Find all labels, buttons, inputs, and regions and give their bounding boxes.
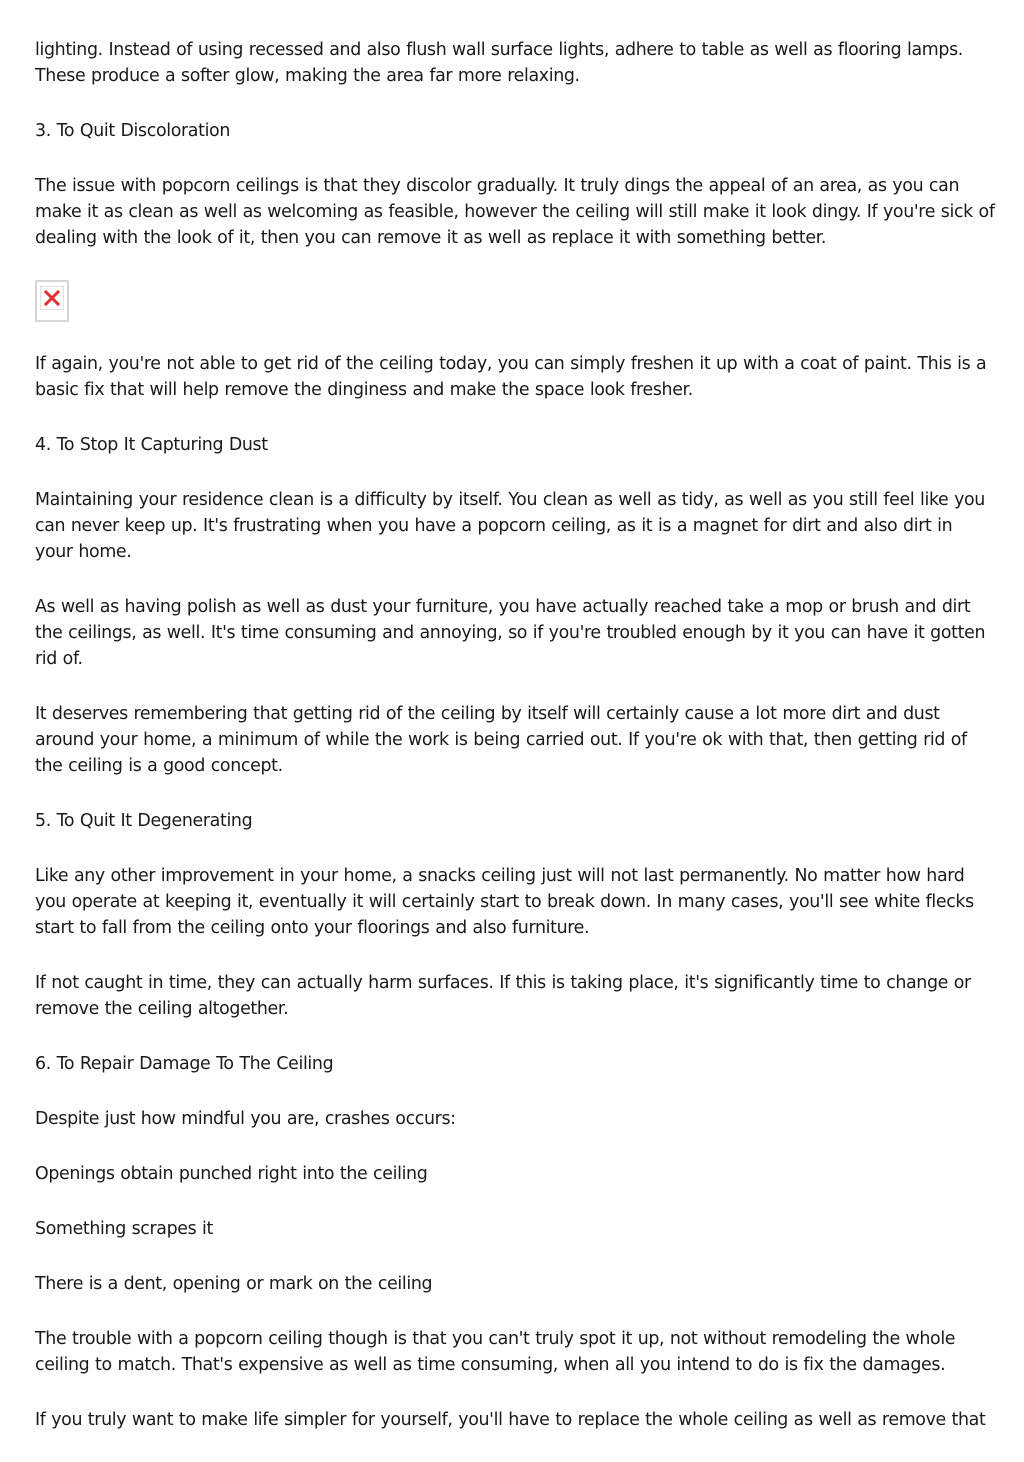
paragraph-paint: If again, you're not able to get rid of the ceiling today, you can simply freshen it up with a coat of paint. This is a basic fix that will help remove the dinginess and make the space look fresher. xyxy=(35,354,987,400)
article-body xyxy=(35,37,995,1462)
list-item: Something scrapes it xyxy=(35,1219,213,1239)
paragraph-polish-dust: As well as having polish as well as dust your furniture, you have actually reached take a mop or brush and dirt the ceilings, as well. It's time consuming and annoying, so if you're troubled enough by it you can have it gotten rid of. xyxy=(35,597,986,669)
heading-capturing-dust: 4. To Stop It Capturing Dust xyxy=(35,435,268,455)
paragraph-remembering: It deserves remembering that getting rid of the ceiling by itself will certainly cause a lot more dirt and dust around your home, a minimum of while the work is being carried out. If you're ok with that, then getting rid of the ceiling is a good concept. xyxy=(35,704,967,776)
paragraph-residence-clean: Maintaining your residence clean is a difficulty by itself. You clean as well as tidy, as well as you still feel like you can never keep up. It's frustrating when you have a popcorn ceiling, as it is a magnet for dirt and also dirt in your home. xyxy=(35,490,985,562)
paragraph-improvement: Like any other improvement in your home, a snacks ceiling just will not last permanently. No matter how hard you operate at keeping it, eventually it will certainly start to break down. In many cases, you'll see white flecks start to fall from the ceiling onto your floorings and also furniture. xyxy=(35,866,974,938)
paragraph-trouble: The trouble with a popcorn ceiling though is that you can't truly spot it up, not without remodeling the whole ceiling to match. That's expensive as well as time consuming, when all you intend to do is fix the damages. xyxy=(35,1329,956,1375)
paragraph-simpler: If you truly want to make life simpler for yourself, you'll have to replace the whole ceiling as well as remove that xyxy=(35,1410,986,1430)
paragraph-lighting: lighting. Instead of using recessed and also flush wall surface lights, adhere to table as well as flooring lamps. These produce a softer glow, making the area far more relaxing. xyxy=(35,40,963,86)
heading-degenerating: 5. To Quit It Degenerating xyxy=(35,811,253,831)
list-item: Openings obtain punched right into the ceiling xyxy=(35,1164,428,1184)
heading-quit-discoloration: 3. To Quit Discoloration xyxy=(35,121,231,141)
broken-image-icon xyxy=(40,286,64,310)
list-item: There is a dent, opening or mark on the ceiling xyxy=(35,1274,433,1294)
paragraph-crashes: Despite just how mindful you are, crashes occurs: xyxy=(35,1109,456,1129)
paragraph-not-caught: If not caught in time, they can actually harm surfaces. If this is taking place, it's significantly time to change or remove the ceiling altogether. xyxy=(35,973,971,1019)
paragraph-discolor: The issue with popcorn ceilings is that they discolor gradually. It truly dings the appeal of an area, as you can make it as clean as well as welcoming as feasible, however the ceiling will still make it look dingy. If you're sick of dealing with the look of it, then you can remove it as well as replace it with something better. xyxy=(35,176,995,248)
broken-image-placeholder xyxy=(35,280,69,322)
heading-repair-damage: 6. To Repair Damage To The Ceiling xyxy=(35,1054,334,1074)
